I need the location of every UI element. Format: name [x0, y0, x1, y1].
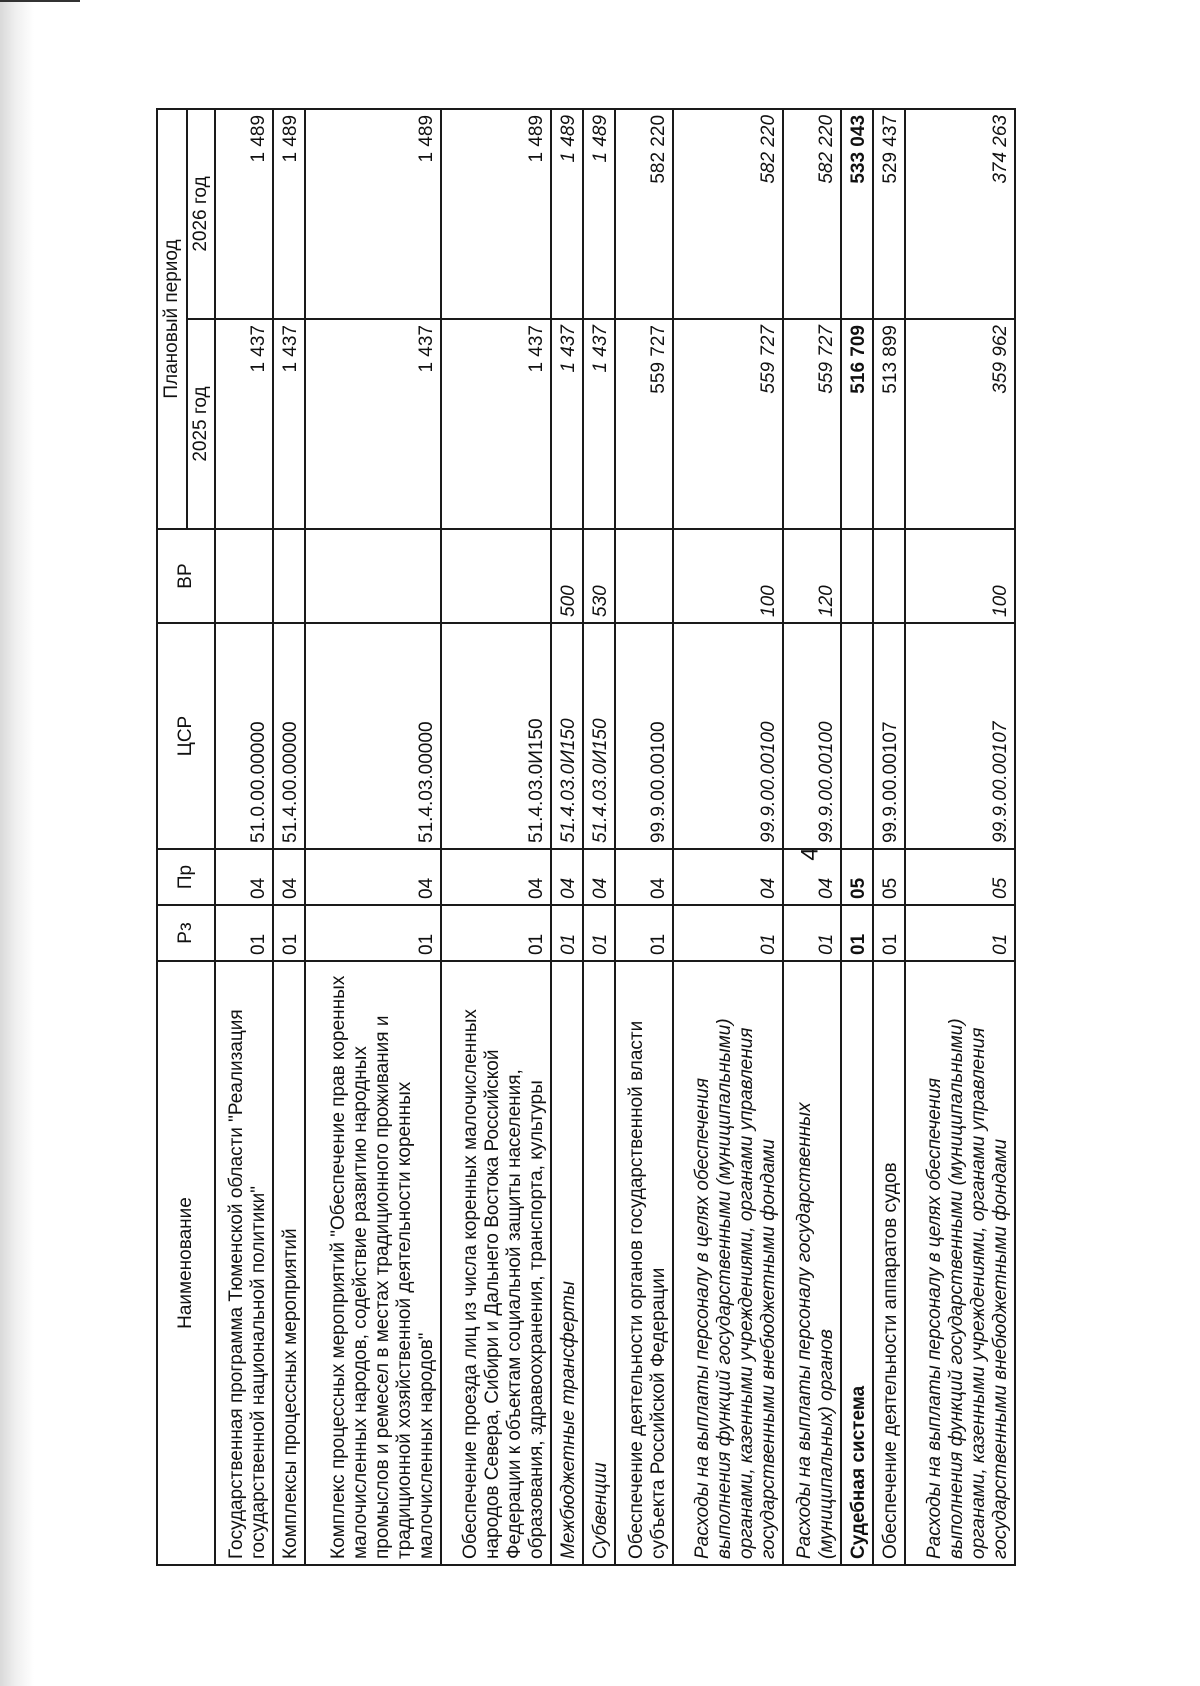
cell-2026: 1 489	[551, 109, 583, 319]
cell-csr	[841, 623, 873, 849]
page-number: 4	[796, 847, 824, 861]
cell-rz: 01	[305, 905, 441, 961]
cell-csr: 99.9.00.00100	[783, 623, 841, 849]
cell-2025: 1 437	[441, 319, 551, 529]
cell-pr: 04	[615, 849, 673, 905]
table-row	[841, 109, 873, 1565]
cell-2026: 582 220	[615, 109, 673, 319]
cell-rz: 01	[841, 905, 873, 961]
header-year-2025: 2025 год	[187, 319, 215, 529]
cell-2025: 559 727	[783, 319, 841, 529]
table-row	[673, 109, 783, 1565]
cell-vr	[215, 529, 273, 623]
cell-csr: 99.9.00.00107	[873, 623, 905, 849]
cell-vr	[273, 529, 305, 623]
cell-name: Обеспечение проезда лиц из числа коренных малочисленных народов Севера, Сибири и Дальнего Востока Российской Федерации к объектам социальной защиты населения, образования, здравоохранения, транспорта, культуры	[441, 961, 551, 1565]
table-row	[615, 109, 673, 1565]
header-vr: ВР	[157, 529, 215, 623]
table-row	[905, 109, 1015, 1565]
cell-2026: 1 489	[583, 109, 615, 319]
cell-vr: 530	[583, 529, 615, 623]
cell-vr: 100	[905, 529, 1015, 623]
header-rz: Рз	[157, 905, 215, 961]
cell-name: Обеспечение деятельности аппаратов судов	[873, 961, 905, 1565]
cell-name: Судебная система	[841, 961, 873, 1565]
rotated-table-wrapper	[156, 110, 1016, 1566]
header-pr: Пр	[157, 849, 215, 905]
cell-csr: 99.9.00.00100	[615, 623, 673, 849]
cell-2026: 582 220	[673, 109, 783, 319]
cell-rz: 01	[441, 905, 551, 961]
cell-2025: 359 962	[905, 319, 1015, 529]
cell-name: Комплексы процессных мероприятий	[273, 961, 305, 1565]
cell-rz: 01	[905, 905, 1015, 961]
cell-vr	[873, 529, 905, 623]
cell-2026: 374 263	[905, 109, 1015, 319]
cell-csr: 51.4.03.00000	[305, 623, 441, 849]
cell-pr: 04	[583, 849, 615, 905]
cell-name: Расходы на выплаты персоналу государственных (муниципальных) органов	[783, 961, 841, 1565]
cell-pr: 04	[305, 849, 441, 905]
header-csr: ЦСР	[157, 623, 215, 849]
cell-2025: 1 437	[583, 319, 615, 529]
cell-name: Межбюджетные трансферты	[551, 961, 583, 1565]
cell-pr: 05	[873, 849, 905, 905]
cell-2025: 559 727	[615, 319, 673, 529]
header-plan-period: Плановый период	[157, 109, 187, 529]
budget-table	[156, 108, 1016, 1566]
cell-2025: 1 437	[215, 319, 273, 529]
cell-pr: 04	[673, 849, 783, 905]
cell-2026: 1 489	[441, 109, 551, 319]
cell-pr: 04	[441, 849, 551, 905]
table-row	[551, 109, 583, 1565]
cell-csr: 51.4.03.0И150	[441, 623, 551, 849]
table-row	[873, 109, 905, 1565]
cell-2026: 582 220	[783, 109, 841, 319]
cell-2026: 533 043	[841, 109, 873, 319]
cell-name: Государственная программа Тюменской области "Реализация государственной национальной политики"	[215, 961, 273, 1565]
cell-vr	[441, 529, 551, 623]
table-body	[215, 109, 1015, 1565]
cell-csr: 51.4.00.00000	[273, 623, 305, 849]
header-year-2026: 2026 год	[187, 109, 215, 319]
cell-2026: 529 437	[873, 109, 905, 319]
cell-name: Расходы на выплаты персоналу в целях обеспечения выполнения функций государственными (муниципальными) органами, казенными учреждениями, органами управления государственными внебюджетными фондами	[905, 961, 1015, 1565]
cell-pr: 04	[551, 849, 583, 905]
cell-2025: 516 709	[841, 319, 873, 529]
table-row	[441, 109, 551, 1565]
cell-csr: 51.0.00.00000	[215, 623, 273, 849]
cell-csr: 99.9.00.00100	[673, 623, 783, 849]
cell-rz: 01	[551, 905, 583, 961]
cell-vr	[305, 529, 441, 623]
cell-csr: 51.4.03.0И150	[551, 623, 583, 849]
cell-2026: 1 489	[215, 109, 273, 319]
cell-name: Расходы на выплаты персоналу в целях обеспечения выполнения функций государственными (муниципальными) органами, казенными учреждениями, органами управления государственными внебюджетными фондами	[673, 961, 783, 1565]
scan-edge-shadow	[0, 0, 34, 1686]
cell-rz: 01	[215, 905, 273, 961]
cell-rz: 01	[615, 905, 673, 961]
cell-rz: 01	[273, 905, 305, 961]
table-row	[783, 109, 841, 1565]
cell-2026: 1 489	[273, 109, 305, 319]
cell-vr: 120	[783, 529, 841, 623]
scan-top-line	[0, 0, 80, 2]
cell-csr: 51.4.03.0И150	[583, 623, 615, 849]
cell-2026: 1 489	[305, 109, 441, 319]
cell-csr: 99.9.00.00107	[905, 623, 1015, 849]
table-row	[305, 109, 441, 1565]
cell-vr: 500	[551, 529, 583, 623]
cell-pr: 04	[273, 849, 305, 905]
cell-pr: 05	[841, 849, 873, 905]
cell-pr: 04	[215, 849, 273, 905]
cell-2025: 1 437	[273, 319, 305, 529]
cell-name: Комплекс процессных мероприятий "Обеспечение прав коренных малочисленных народов, содействие развитию народных промыслов и ремесел в местах традиционного проживания и традиционной хозяйственной деятельности коренных малочисленных народов"	[305, 961, 441, 1565]
cell-vr	[615, 529, 673, 623]
cell-2025: 513 899	[873, 319, 905, 529]
table-row	[273, 109, 305, 1565]
cell-rz: 01	[673, 905, 783, 961]
table-row	[583, 109, 615, 1565]
cell-2025: 1 437	[305, 319, 441, 529]
cell-2025: 559 727	[673, 319, 783, 529]
header-name: Наименование	[157, 961, 215, 1565]
cell-2025: 1 437	[551, 319, 583, 529]
cell-vr	[841, 529, 873, 623]
table-row	[215, 109, 273, 1565]
cell-rz: 01	[873, 905, 905, 961]
cell-pr: 05	[905, 849, 1015, 905]
cell-name: Обеспечение деятельности органов государственной власти субъекта Российской Федерации	[615, 961, 673, 1565]
cell-rz: 01	[783, 905, 841, 961]
cell-vr: 100	[673, 529, 783, 623]
cell-rz: 01	[583, 905, 615, 961]
cell-pr: 04	[783, 849, 841, 905]
cell-name: Субвенции	[583, 961, 615, 1565]
